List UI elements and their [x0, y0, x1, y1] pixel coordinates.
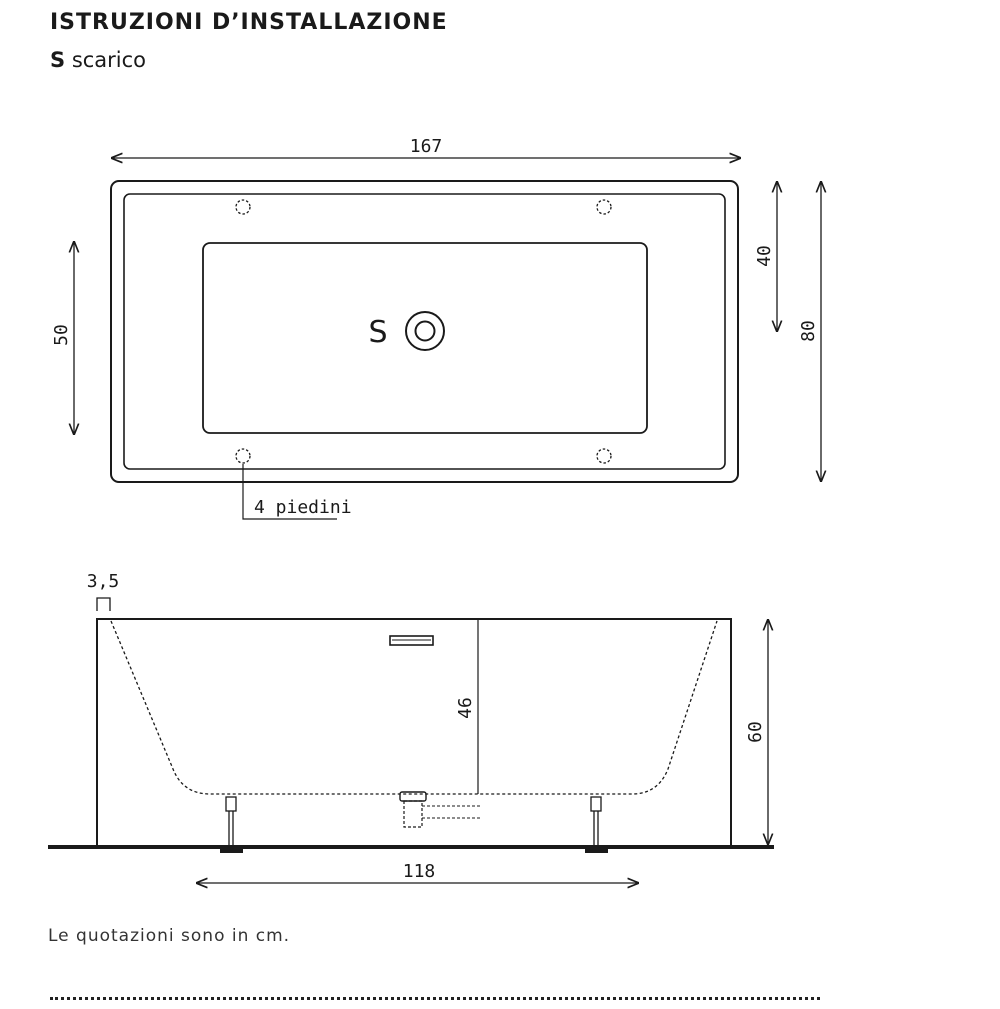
foot-marker — [236, 200, 250, 214]
page-title: ISTRUZIONI D’INSTALLAZIONE — [50, 10, 448, 35]
dimension-bracket-rim — [97, 598, 110, 611]
drain-assembly — [400, 792, 480, 827]
dimension-label-rim: 3,5 — [86, 571, 120, 592]
drain-code-description: scarico — [71, 48, 147, 72]
foot-marker — [236, 449, 250, 463]
drain-icon — [406, 312, 444, 350]
drain-label: S — [368, 315, 388, 350]
foot-marker — [597, 449, 611, 463]
dimension-label-drain-offset: 40 — [754, 245, 775, 267]
dimension-label-total-width: 80 — [798, 320, 819, 342]
foot-left — [220, 797, 243, 853]
units-note: Le quotazioni sono in cm. — [48, 926, 291, 946]
tub-side-outline — [97, 619, 731, 846]
dimension-label-length: 167 — [409, 136, 443, 157]
foot-right — [585, 797, 608, 853]
dimension-label-inner-width: 50 — [51, 324, 72, 346]
dimension-label-feet-spacing: 118 — [402, 861, 436, 882]
tub-inner-rim — [124, 194, 725, 469]
drain-icon-inner — [416, 322, 435, 341]
tub-basin — [203, 243, 647, 433]
dimension-label-height: 60 — [745, 721, 766, 743]
feet-label: 4 piedini — [254, 497, 352, 518]
dotted-separator — [50, 997, 820, 1000]
top-view — [51, 136, 821, 519]
tub-basin-profile — [111, 621, 717, 794]
side-view — [48, 571, 774, 883]
drain-code: S — [50, 48, 66, 72]
floor-line — [48, 845, 774, 849]
dimension-label-drain-height: 46 — [455, 697, 476, 719]
tub-outer-rim — [111, 181, 738, 482]
foot-marker — [597, 200, 611, 214]
